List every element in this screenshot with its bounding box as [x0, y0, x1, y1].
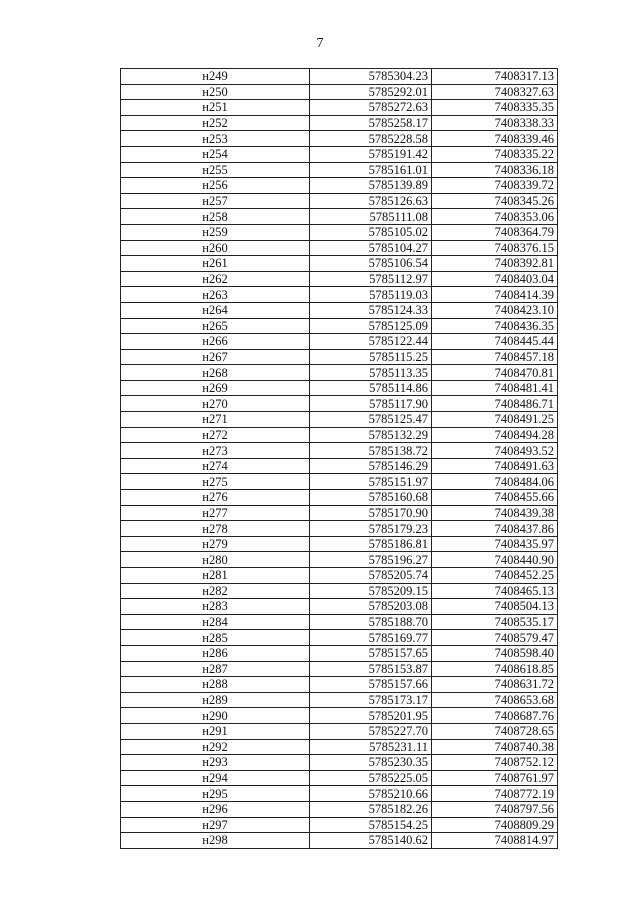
x-coordinate-cell: 5785225.05 [310, 770, 432, 786]
table-row [121, 458, 558, 474]
table-row [121, 427, 558, 443]
x-coordinate-cell: 5785170.90 [310, 505, 432, 521]
table-row [121, 412, 558, 428]
point-name-cell: н298 [121, 833, 310, 849]
table-row [121, 178, 558, 194]
y-coordinate-cell: 7408336.18 [432, 162, 558, 178]
y-coordinate-cell: 7408437.86 [432, 521, 558, 537]
point-name-cell: н269 [121, 380, 310, 396]
y-coordinate-cell: 7408339.46 [432, 131, 558, 147]
x-coordinate-cell: 5785124.33 [310, 302, 432, 318]
table-row [121, 365, 558, 381]
y-coordinate-cell: 7408455.66 [432, 490, 558, 506]
point-name-cell: н252 [121, 115, 310, 131]
x-coordinate-cell: 5785153.87 [310, 661, 432, 677]
x-coordinate-cell: 5785201.95 [310, 708, 432, 724]
y-coordinate-cell: 7408376.15 [432, 240, 558, 256]
x-coordinate-cell: 5785191.42 [310, 146, 432, 162]
x-coordinate-cell: 5785304.23 [310, 69, 432, 85]
table-row [121, 645, 558, 661]
y-coordinate-cell: 7408414.39 [432, 287, 558, 303]
y-coordinate-cell: 7408653.68 [432, 692, 558, 708]
table-row [121, 209, 558, 225]
y-coordinate-cell: 7408481.41 [432, 380, 558, 396]
y-coordinate-cell: 7408317.13 [432, 69, 558, 85]
point-name-cell: н281 [121, 568, 310, 584]
y-coordinate-cell: 7408579.47 [432, 630, 558, 646]
x-coordinate-cell: 5785112.97 [310, 271, 432, 287]
y-coordinate-cell: 7408598.40 [432, 645, 558, 661]
table-row [121, 443, 558, 459]
point-name-cell: н278 [121, 521, 310, 537]
x-coordinate-cell: 5785105.02 [310, 224, 432, 240]
table-row [121, 146, 558, 162]
y-coordinate-cell: 7408465.13 [432, 583, 558, 599]
y-coordinate-cell: 7408435.97 [432, 536, 558, 552]
y-coordinate-cell: 7408452.25 [432, 568, 558, 584]
x-coordinate-cell: 5785114.86 [310, 380, 432, 396]
table-row [121, 318, 558, 334]
table-row [121, 661, 558, 677]
point-name-cell: н292 [121, 739, 310, 755]
x-coordinate-cell: 5785169.77 [310, 630, 432, 646]
table-row [121, 630, 558, 646]
x-coordinate-cell: 5785179.23 [310, 521, 432, 537]
point-name-cell: н285 [121, 630, 310, 646]
table-row [121, 723, 558, 739]
table-row [121, 833, 558, 849]
table-row [121, 287, 558, 303]
y-coordinate-cell: 7408797.56 [432, 801, 558, 817]
x-coordinate-cell: 5785151.97 [310, 474, 432, 490]
table-row [121, 490, 558, 506]
y-coordinate-cell: 7408761.97 [432, 770, 558, 786]
x-coordinate-cell: 5785258.17 [310, 115, 432, 131]
point-name-cell: н287 [121, 661, 310, 677]
y-coordinate-cell: 7408423.10 [432, 302, 558, 318]
point-name-cell: н255 [121, 162, 310, 178]
point-name-cell: н273 [121, 443, 310, 459]
y-coordinate-cell: 7408403.04 [432, 271, 558, 287]
y-coordinate-cell: 7408484.06 [432, 474, 558, 490]
point-name-cell: н270 [121, 396, 310, 412]
point-name-cell: н276 [121, 490, 310, 506]
point-name-cell: н289 [121, 692, 310, 708]
x-coordinate-cell: 5785119.03 [310, 287, 432, 303]
y-coordinate-cell: 7408809.29 [432, 817, 558, 833]
table-row [121, 224, 558, 240]
table-row [121, 552, 558, 568]
table-row [121, 84, 558, 100]
table-row [121, 240, 558, 256]
table-row [121, 396, 558, 412]
point-name-cell: н263 [121, 287, 310, 303]
x-coordinate-cell: 5785106.54 [310, 256, 432, 272]
point-name-cell: н272 [121, 427, 310, 443]
y-coordinate-cell: 7408486.71 [432, 396, 558, 412]
y-coordinate-cell: 7408494.28 [432, 427, 558, 443]
y-coordinate-cell: 7408535.17 [432, 614, 558, 630]
point-name-cell: н267 [121, 349, 310, 365]
table-row [121, 162, 558, 178]
table-row [121, 69, 558, 85]
table-row [121, 739, 558, 755]
table-row [121, 599, 558, 615]
point-name-cell: н266 [121, 334, 310, 350]
x-coordinate-cell: 5785104.27 [310, 240, 432, 256]
y-coordinate-cell: 7408440.90 [432, 552, 558, 568]
y-coordinate-cell: 7408445.44 [432, 334, 558, 350]
y-coordinate-cell: 7408618.85 [432, 661, 558, 677]
table-row [121, 801, 558, 817]
y-coordinate-cell: 7408335.22 [432, 146, 558, 162]
x-coordinate-cell: 5785157.66 [310, 677, 432, 693]
point-name-cell: н253 [121, 131, 310, 147]
table-row [121, 770, 558, 786]
point-name-cell: н293 [121, 755, 310, 771]
x-coordinate-cell: 5785230.35 [310, 755, 432, 771]
y-coordinate-cell: 7408491.63 [432, 458, 558, 474]
point-name-cell: н259 [121, 224, 310, 240]
y-coordinate-cell: 7408436.35 [432, 318, 558, 334]
coordinates-table [120, 68, 558, 849]
y-coordinate-cell: 7408493.52 [432, 443, 558, 459]
point-name-cell: н282 [121, 583, 310, 599]
x-coordinate-cell: 5785122.44 [310, 334, 432, 350]
x-coordinate-cell: 5785292.01 [310, 84, 432, 100]
y-coordinate-cell: 7408392.81 [432, 256, 558, 272]
table-row [121, 271, 558, 287]
table-row [121, 256, 558, 272]
point-name-cell: н268 [121, 365, 310, 381]
table-row [121, 193, 558, 209]
point-name-cell: н265 [121, 318, 310, 334]
x-coordinate-cell: 5785161.01 [310, 162, 432, 178]
table-row [121, 677, 558, 693]
point-name-cell: н290 [121, 708, 310, 724]
table-row [121, 614, 558, 630]
y-coordinate-cell: 7408345.26 [432, 193, 558, 209]
point-name-cell: н277 [121, 505, 310, 521]
x-coordinate-cell: 5785126.63 [310, 193, 432, 209]
x-coordinate-cell: 5785160.68 [310, 490, 432, 506]
point-name-cell: н288 [121, 677, 310, 693]
x-coordinate-cell: 5785139.89 [310, 178, 432, 194]
table-row [121, 505, 558, 521]
y-coordinate-cell: 7408491.25 [432, 412, 558, 428]
y-coordinate-cell: 7408752.12 [432, 755, 558, 771]
y-coordinate-cell: 7408353.06 [432, 209, 558, 225]
point-name-cell: н249 [121, 69, 310, 85]
table-row [121, 349, 558, 365]
y-coordinate-cell: 7408457.18 [432, 349, 558, 365]
x-coordinate-cell: 5785125.09 [310, 318, 432, 334]
x-coordinate-cell: 5785209.15 [310, 583, 432, 599]
point-name-cell: н275 [121, 474, 310, 490]
x-coordinate-cell: 5785272.63 [310, 100, 432, 116]
y-coordinate-cell: 7408504.13 [432, 599, 558, 615]
x-coordinate-cell: 5785196.27 [310, 552, 432, 568]
point-name-cell: н291 [121, 723, 310, 739]
x-coordinate-cell: 5785157.65 [310, 645, 432, 661]
x-coordinate-cell: 5785132.29 [310, 427, 432, 443]
x-coordinate-cell: 5785173.17 [310, 692, 432, 708]
x-coordinate-cell: 5785203.08 [310, 599, 432, 615]
point-name-cell: н261 [121, 256, 310, 272]
x-coordinate-cell: 5785154.25 [310, 817, 432, 833]
point-name-cell: н279 [121, 536, 310, 552]
point-name-cell: н262 [121, 271, 310, 287]
table-row [121, 115, 558, 131]
x-coordinate-cell: 5785210.66 [310, 786, 432, 802]
x-coordinate-cell: 5785140.62 [310, 833, 432, 849]
x-coordinate-cell: 5785125.47 [310, 412, 432, 428]
point-name-cell: н274 [121, 458, 310, 474]
point-name-cell: н260 [121, 240, 310, 256]
table-row [121, 131, 558, 147]
table-row [121, 474, 558, 490]
x-coordinate-cell: 5785227.70 [310, 723, 432, 739]
coordinates-table-body [121, 69, 558, 849]
x-coordinate-cell: 5785146.29 [310, 458, 432, 474]
table-row [121, 380, 558, 396]
table-row [121, 583, 558, 599]
point-name-cell: н286 [121, 645, 310, 661]
point-name-cell: н294 [121, 770, 310, 786]
point-name-cell: н257 [121, 193, 310, 209]
x-coordinate-cell: 5785186.81 [310, 536, 432, 552]
point-name-cell: н258 [121, 209, 310, 225]
point-name-cell: н264 [121, 302, 310, 318]
point-name-cell: н254 [121, 146, 310, 162]
point-name-cell: н256 [121, 178, 310, 194]
x-coordinate-cell: 5785188.70 [310, 614, 432, 630]
y-coordinate-cell: 7408687.76 [432, 708, 558, 724]
x-coordinate-cell: 5785113.35 [310, 365, 432, 381]
point-name-cell: н280 [121, 552, 310, 568]
point-name-cell: н295 [121, 786, 310, 802]
y-coordinate-cell: 7408439.38 [432, 505, 558, 521]
y-coordinate-cell: 7408772.19 [432, 786, 558, 802]
table-row [121, 708, 558, 724]
y-coordinate-cell: 7408335.35 [432, 100, 558, 116]
table-row [121, 334, 558, 350]
y-coordinate-cell: 7408470.81 [432, 365, 558, 381]
point-name-cell: н284 [121, 614, 310, 630]
x-coordinate-cell: 5785228.58 [310, 131, 432, 147]
x-coordinate-cell: 5785182.26 [310, 801, 432, 817]
x-coordinate-cell: 5785115.25 [310, 349, 432, 365]
y-coordinate-cell: 7408728.65 [432, 723, 558, 739]
table-row [121, 536, 558, 552]
point-name-cell: н283 [121, 599, 310, 615]
point-name-cell: н250 [121, 84, 310, 100]
table-row [121, 817, 558, 833]
table-row [121, 755, 558, 771]
x-coordinate-cell: 5785138.72 [310, 443, 432, 459]
y-coordinate-cell: 7408814.97 [432, 833, 558, 849]
table-row [121, 302, 558, 318]
y-coordinate-cell: 7408339.72 [432, 178, 558, 194]
table-row [121, 692, 558, 708]
y-coordinate-cell: 7408631.72 [432, 677, 558, 693]
x-coordinate-cell: 5785111.08 [310, 209, 432, 225]
x-coordinate-cell: 5785231.11 [310, 739, 432, 755]
point-name-cell: н251 [121, 100, 310, 116]
y-coordinate-cell: 7408740.38 [432, 739, 558, 755]
x-coordinate-cell: 5785205.74 [310, 568, 432, 584]
page-number: 7 [316, 36, 324, 51]
table-row [121, 786, 558, 802]
table-row [121, 568, 558, 584]
point-name-cell: н296 [121, 801, 310, 817]
x-coordinate-cell: 5785117.90 [310, 396, 432, 412]
table-row [121, 100, 558, 116]
table-row [121, 521, 558, 537]
y-coordinate-cell: 7408327.63 [432, 84, 558, 100]
y-coordinate-cell: 7408364.79 [432, 224, 558, 240]
y-coordinate-cell: 7408338.33 [432, 115, 558, 131]
point-name-cell: н271 [121, 412, 310, 428]
point-name-cell: н297 [121, 817, 310, 833]
